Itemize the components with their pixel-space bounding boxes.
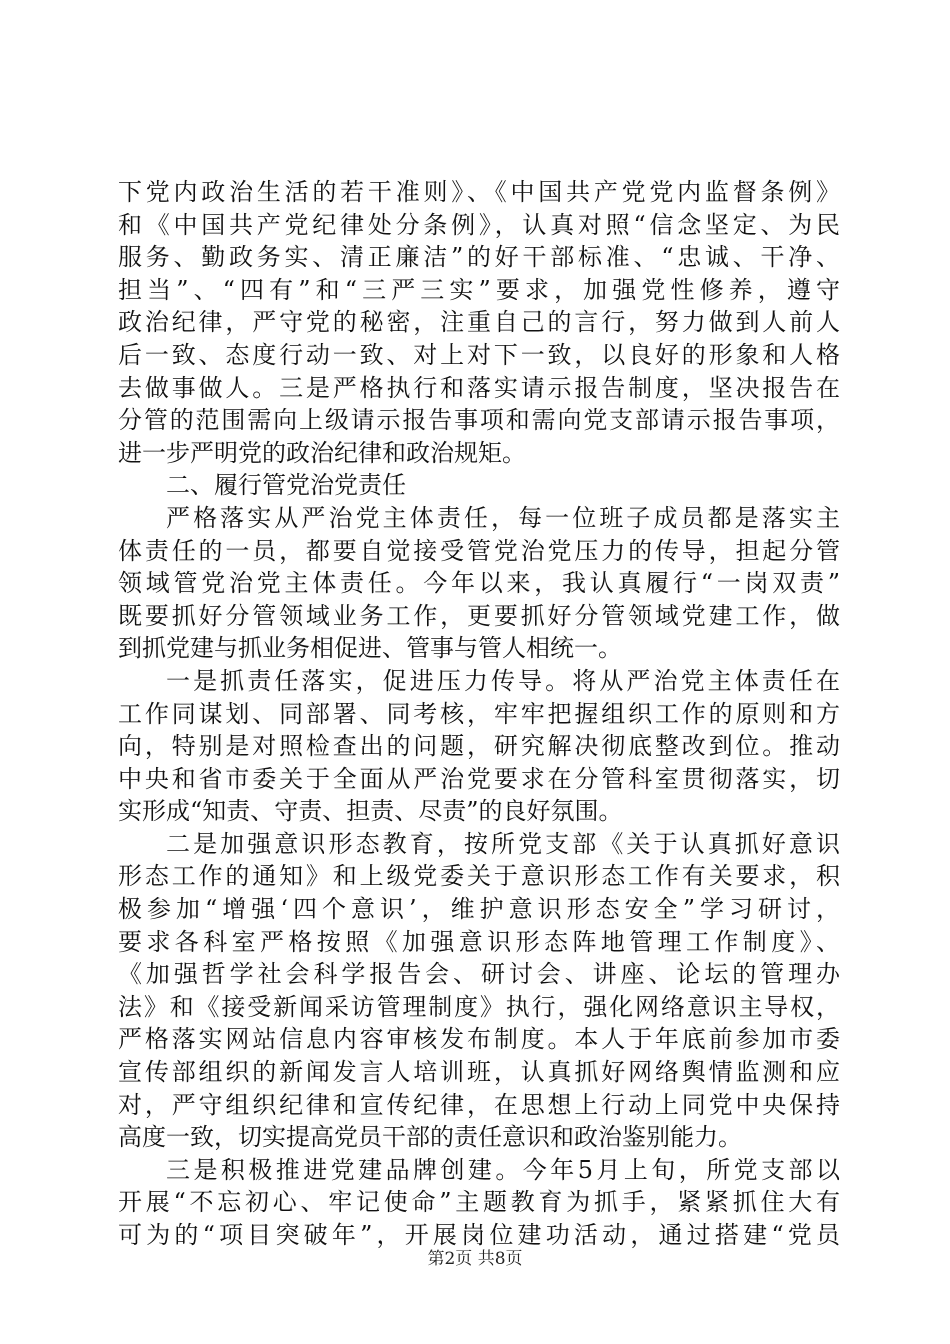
body-text xyxy=(118,176,840,1252)
text-line: 对，严守组织纪律和宣传纪律，在思想上行动上同党中央保持 xyxy=(118,1090,840,1119)
text-line: 中央和省市委关于全面从严治党要求在分管科室贯彻落实，切 xyxy=(118,764,840,793)
text-line: 体责任的一员，都要自觉接受管党治党压力的传导，担起分管 xyxy=(118,536,840,565)
text-line: 三是积极推进党建品牌创建。今年5月上旬，所党支部以 xyxy=(166,1155,840,1184)
text-line: 下党内政治生活的若干准则》、《中国共产党党内监督条例》 xyxy=(118,178,840,206)
text-line: 严格落实网站信息内容审核发布制度。本人于年底前参加市委 xyxy=(118,1025,840,1054)
text-line: 宣传部组织的新闻发言人培训班，认真抓好网络舆情监测和应 xyxy=(118,1058,840,1087)
text-line: 要求各科室严格按照《加强意识形态阵地管理工作制度》、 xyxy=(118,927,840,956)
text-line: 政治纪律，严守党的秘密，注重自己的言行，努力做到人前人 xyxy=(118,308,840,337)
section-heading: 二、履行管党治党责任 xyxy=(166,471,406,500)
text-line: 极参加“增强‘四个意识’，维护意识形态安全”学习研讨， xyxy=(118,895,840,924)
text-line: 一是抓责任落实，促进压力传导。将从严治党主体责任在 xyxy=(166,666,840,695)
text-line: 到抓党建与抓业务相促进、管事与管人相统一。 xyxy=(118,634,622,663)
text-line: 领域管党治党主体责任。今年以来，我认真履行“一岗双责” xyxy=(118,569,840,598)
text-line: 向，特别是对照检查出的问题，研究解决彻底整改到位。推动 xyxy=(118,732,840,761)
text-line: 既要抓好分管领域业务工作，更要抓好分管领域党建工作，做 xyxy=(118,601,840,630)
text-line: 开展“不忘初心、牢记使命”主题教育为抓手，紧紧抓住大有 xyxy=(118,1188,840,1217)
text-line: 服务、勤政务实、清正廉洁”的好干部标准、“忠诚、干净、 xyxy=(118,243,840,272)
page-number-footer: 第2页 共8页 xyxy=(427,1249,523,1269)
text-line: 可为的“项目突破年”，开展岗位建功活动，通过搭建“党员 xyxy=(118,1221,840,1249)
text-line: 二是加强意识形态教育，按所党支部《关于认真抓好意识 xyxy=(166,829,840,858)
text-line: 高度一致，切实提高党员干部的责任意识和政治鉴别能力。 xyxy=(118,1123,742,1152)
text-line: 实形成“知责、守责、担责、尽责”的良好氛围。 xyxy=(118,797,623,826)
text-line: 形态工作的通知》和上级党委关于意识形态工作有关要求，积 xyxy=(118,862,840,891)
text-line: 工作同谋划、同部署、同考核，牢牢把握组织工作的原则和方 xyxy=(118,699,840,728)
text-line: 进一步严明党的政治纪律和政治规矩。 xyxy=(118,438,526,467)
text-line: 《加强哲学社会科学报告会、研讨会、讲座、论坛的管理办 xyxy=(118,960,840,989)
text-line: 法》和《接受新闻采访管理制度》执行，强化网络意识主导权， xyxy=(118,992,840,1021)
text-line: 分管的范围需向上级请示报告事项和需向党支部请示报告事项， xyxy=(118,406,840,435)
text-line: 去做事做人。三是严格执行和落实请示报告制度，坚决报告在 xyxy=(118,373,840,402)
text-line: 担当”、“四有”和“三严三实”要求，加强党性修养，遵守 xyxy=(118,275,840,304)
text-line: 严格落实从严治党主体责任，每一位班子成员都是落实主 xyxy=(166,503,840,532)
text-line: 和《中国共产党纪律处分条例》，认真对照“信念坚定、为民 xyxy=(118,210,840,239)
text-line: 后一致、态度行动一致、对上对下一致，以良好的形象和人格 xyxy=(118,340,840,369)
